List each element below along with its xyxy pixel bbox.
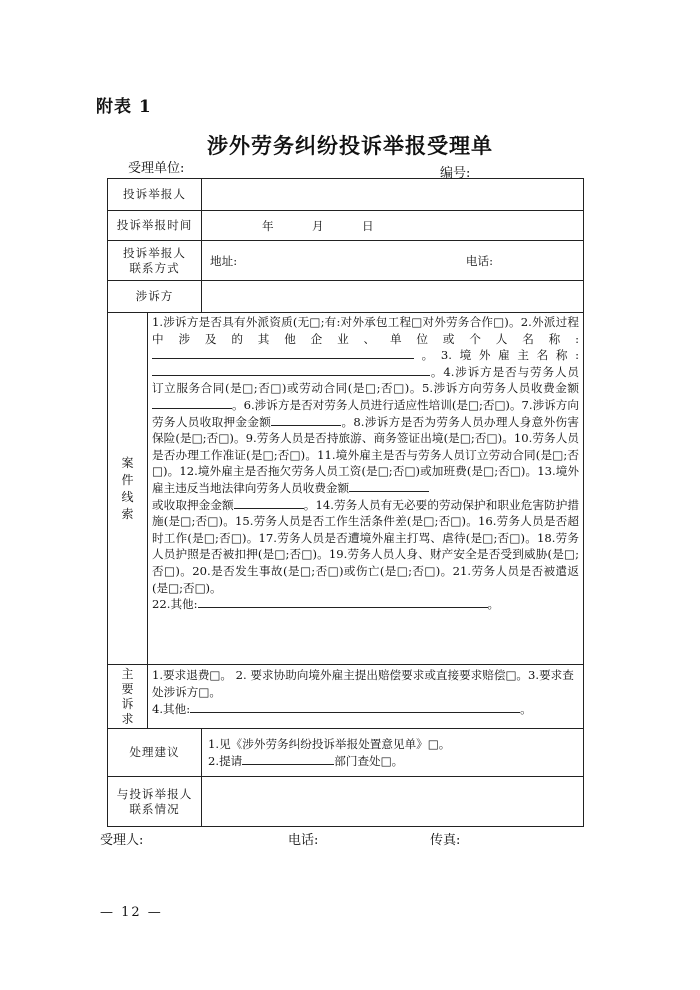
row-contact-info	[108, 241, 584, 281]
illegal-deposit-blank[interactable]	[234, 497, 304, 509]
footer-phone-label: 电话:	[288, 833, 319, 848]
case-clues-label	[108, 313, 148, 665]
demand-char-4: 求	[121, 711, 134, 726]
address-label: 地址:	[210, 253, 238, 268]
contact-label-line2: 联系方式	[129, 260, 180, 275]
complaint-form-table	[107, 178, 584, 827]
contact-info-label	[108, 241, 202, 281]
clue-char-1: 案	[121, 455, 134, 470]
clue-text-6: 或收取押金金额	[152, 497, 234, 512]
main-demands-label	[108, 665, 148, 729]
deposit-amount-blank[interactable]	[271, 414, 341, 426]
department-blank[interactable]	[242, 753, 334, 765]
serial-number-label: 编号:	[440, 166, 471, 181]
clue-char-3: 线	[121, 489, 134, 504]
respondent-field[interactable]	[202, 281, 584, 313]
fax-label: 传真:	[430, 833, 461, 848]
clue-text-7: 。14.劳务人员有无必要的劳动保护和职业危害防护措施(是□;否□)。15.劳务人员是否工作生活条件差(是□;否□)。16.劳务人员是否超时工作(是□;否□)。17.劳务人员是否遭境外雇主打骂、虐待(是□;否□)。18.劳务人员护照是否被扣押(是□;否□)。19.劳务人员人身、财产安全是否受到威胁(是□;否□)。20.是否发生事故(是□;否□)或伤亡(是□;否□)。21.劳务人员是否被遣返(是□;否□)。	[152, 497, 580, 595]
clue-text-1: 1.涉诉方是否具有外派资质(无□;有:对外承包工程□对外劳务合作□)。2.外派过程中涉及的其他企业、单位或个人名称:	[152, 315, 580, 346]
row-complainant	[108, 179, 584, 211]
clue-end: 。	[487, 597, 500, 612]
suggestion-line2a: 2.提请	[208, 753, 243, 768]
clue-char-4: 索	[121, 506, 134, 521]
phone-label: 电话:	[465, 253, 494, 268]
illegal-fee-blank[interactable]	[349, 480, 429, 492]
contact-status-field[interactable]	[202, 777, 584, 827]
handling-suggestion-label: 处理建议	[108, 729, 202, 777]
suggestion-line-1: 1.见《涉外劳务纠纷投诉举报处置意见单》□。	[208, 736, 451, 751]
row-contact-status	[108, 777, 584, 827]
row-main-demands	[108, 665, 584, 729]
receiver-label: 受理人:	[100, 833, 144, 848]
contact-status-line2: 联系情况	[129, 801, 180, 816]
demand-char-1: 主	[121, 666, 134, 681]
form-title: 涉外劳务纠纷投诉举报受理单	[207, 133, 493, 158]
main-demands-content	[148, 665, 584, 729]
fee-amount-blank[interactable]	[152, 397, 232, 409]
row-handling-suggestion	[108, 729, 584, 777]
row-respondent	[108, 281, 584, 313]
row-report-time	[108, 211, 584, 241]
complainant-label: 投诉举报人	[108, 179, 202, 211]
other-entities-blank[interactable]	[152, 347, 414, 359]
demand-end: 。	[520, 702, 532, 716]
demand-other-label: 4.其他:	[152, 702, 191, 716]
other-clue-blank[interactable]	[198, 596, 488, 608]
clue-char-2: 件	[121, 472, 134, 487]
clue-text-8: 22.其他:	[152, 597, 198, 612]
demand-other-blank[interactable]	[190, 701, 520, 713]
month-label: 月	[312, 218, 324, 233]
day-label: 日	[362, 218, 374, 233]
clue-text-5: 。8.涉诉方是否为劳务人员办理人身意外伤害保险(是□;否□)。9.劳务人员是否持旅游、商务签证出境(是□;否□)。10.劳务人员是否办理工作准证(是□;否□)。11.境外雇主是否与劳务人员订立劳动合同(是□;否□)。12.境外雇主是否拖欠劳务人员工资(是□;否□)或加班费(是□;否□)。13.境外雇主违反当地法律向劳务人员收费金额	[152, 414, 580, 495]
suggestion-line-2	[208, 753, 577, 770]
respondent-label: 涉诉方	[108, 281, 202, 313]
contact-label-line1: 投诉举报人	[123, 245, 186, 260]
attachment-label: 附表 1	[96, 97, 152, 117]
suggestion-line2b: 部门查处□。	[334, 753, 404, 768]
contact-status-line1: 与投诉举报人	[116, 786, 193, 801]
clue-text-4: 。6.涉诉方是否对劳务人员进行适应性培训(是□;否□)。7.涉诉方向劳务人员收取押金金额	[152, 397, 580, 429]
report-time-label: 投诉举报时间	[108, 211, 202, 241]
handling-suggestion-content	[202, 729, 584, 777]
contact-status-label	[108, 777, 202, 827]
accepting-unit-label: 受理单位:	[128, 161, 185, 176]
contact-info-field[interactable]	[202, 241, 584, 281]
row-case-clues	[108, 313, 584, 665]
page-number: — 12 —	[100, 905, 163, 920]
complainant-field[interactable]	[202, 179, 584, 211]
report-time-field[interactable]	[202, 211, 584, 241]
demand-char-2: 要	[121, 681, 134, 696]
demand-char-3: 诉	[121, 696, 134, 711]
clue-text-2: 。3.境外雇主名称:	[414, 348, 580, 363]
clue-text-3: 。4.涉诉方是否与劳务人员订立服务合同(是□;否□)或劳动合同(是□;否□)。5.涉诉方向劳务人员收费金额	[152, 364, 580, 396]
case-clues-content	[148, 313, 584, 665]
demand-text-1: 1.要求退费□。 2. 要求协助向境外雇主提出赔偿要求或直接要求赔偿□。3.要求查处涉诉方□。	[152, 668, 574, 699]
year-label: 年	[262, 218, 274, 233]
foreign-employer-blank[interactable]	[152, 364, 430, 376]
